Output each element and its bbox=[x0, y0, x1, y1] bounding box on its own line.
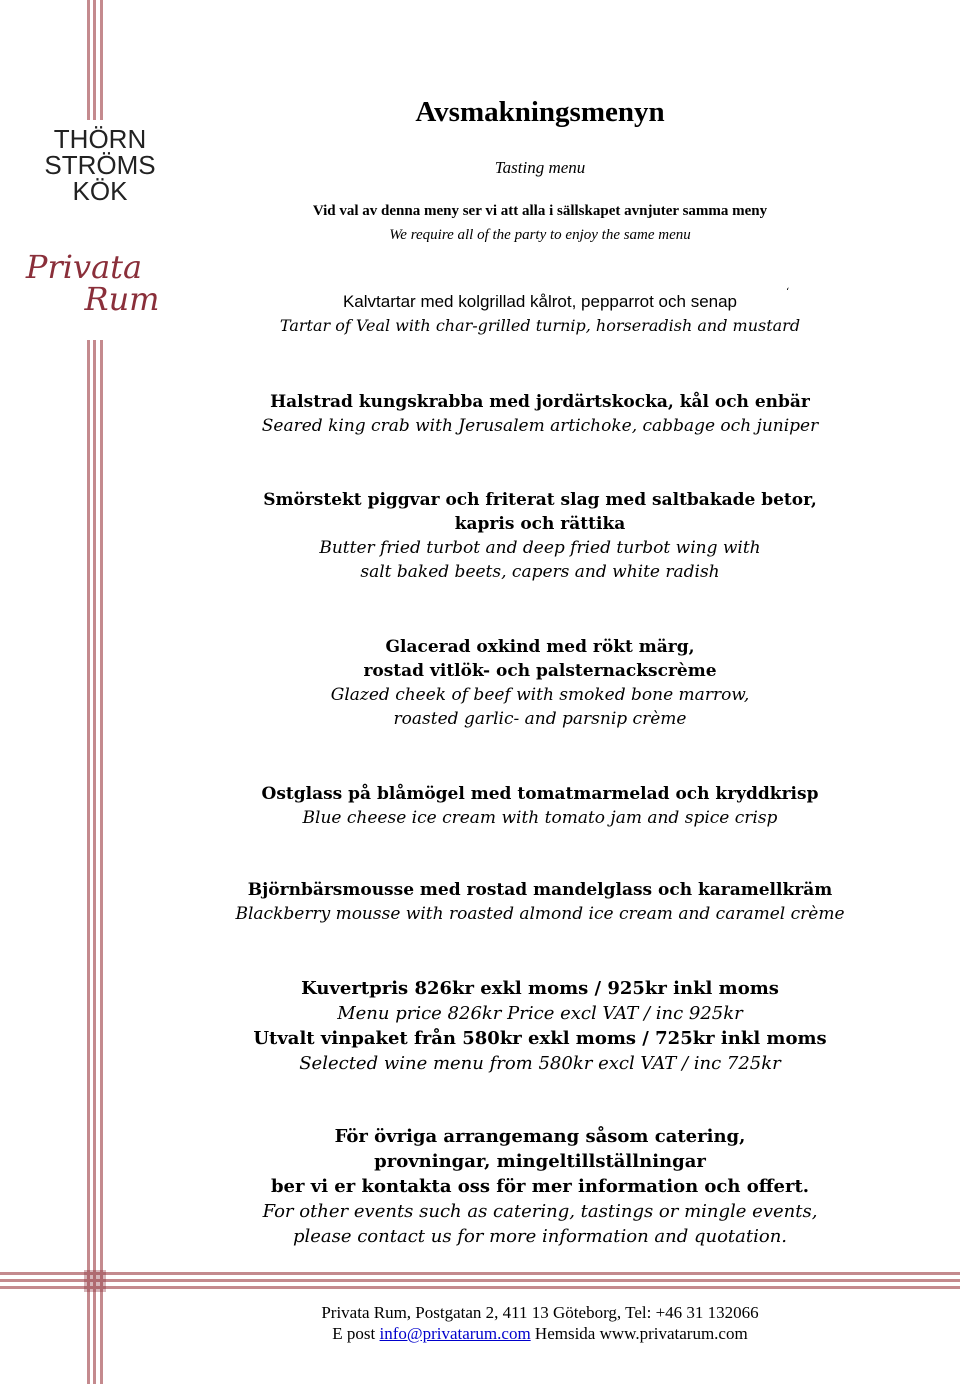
dish-1-sv: Kalvtartar med kolgrillad kålrot, pepparrot och senap bbox=[342, 292, 738, 311]
logo-line-3: KÖK bbox=[72, 176, 128, 206]
dish-4-en-1: Glazed cheek of beef with smoked bone marrow, bbox=[330, 685, 750, 705]
dish-3-en-1: Butter fried turbot and deep fried turbot wing with bbox=[319, 538, 761, 558]
dish-6-sv: Björnbärsmousse med rostad mandelglass och karamellkräm bbox=[247, 880, 833, 900]
price-sv-1: Kuvertpris 826kr exkl moms / 925kr inkl moms bbox=[301, 978, 779, 999]
dish-3 bbox=[170, 488, 910, 584]
dish-2 bbox=[170, 390, 910, 438]
dish-4-sv-2: rostad vitlök- och palsternackscrème bbox=[363, 661, 717, 681]
dish-4-en-2: roasted garlic- and parsnip crème bbox=[393, 709, 687, 729]
footer-address: Privata Rum, Postgatan 2, 411 13 Göteborg, Tel: +46 31 132066 bbox=[321, 1303, 759, 1322]
logo-line-1: THÖRN bbox=[53, 124, 147, 154]
logo-script-1: Privata bbox=[25, 248, 143, 286]
dish-1 bbox=[170, 290, 910, 338]
dish-3-sv-2: kapris och rättika bbox=[454, 514, 626, 534]
events-sv-3: ber vi er kontakta oss för mer information och offert. bbox=[270, 1176, 810, 1197]
events-sv-2: provningar, mingeltillställningar bbox=[374, 1151, 706, 1172]
logo-line-2: STRÖMS bbox=[44, 150, 156, 180]
superscript-mark: ‘ bbox=[786, 287, 790, 298]
events-info bbox=[170, 1124, 910, 1249]
dish-2-en: Seared king crab with Jerusalem artichoke, cabbage och juniper bbox=[261, 416, 819, 436]
dish-2-sv: Halstrad kungskrabba med jordärtskocka, kål och enbär bbox=[270, 392, 810, 412]
dish-3-en-2: salt baked beets, capers and white radish bbox=[360, 562, 720, 582]
price-en-1: Menu price 826kr Price excl VAT / inc 925kr bbox=[337, 1003, 743, 1024]
footer-contact bbox=[170, 1323, 910, 1344]
dish-3-sv-1: Smörstekt piggvar och friterat slag med saltbakade betor, bbox=[263, 490, 817, 510]
dish-5 bbox=[170, 782, 910, 830]
price-en-2: Selected wine menu from 580kr excl VAT / inc 725kr bbox=[299, 1053, 781, 1074]
web-label: Hemsida bbox=[534, 1324, 596, 1343]
dish-4 bbox=[170, 635, 910, 731]
page-subtitle: Tasting menu bbox=[494, 158, 586, 177]
events-sv-1: För övriga arrangemang såsom catering, bbox=[334, 1126, 746, 1147]
email-label: E post bbox=[332, 1324, 376, 1343]
dish-6 bbox=[170, 878, 910, 926]
thornstroms-kok-logo bbox=[22, 120, 182, 340]
horizontal-stripes bbox=[0, 1266, 960, 1306]
dish-5-sv: Ostglass på blåmögel med tomatmarmelad och kryddkrisp bbox=[261, 784, 819, 804]
page-title: Avsmakningsmenyn bbox=[415, 96, 665, 128]
events-en-1: For other events such as catering, tastings or mingle events, bbox=[262, 1201, 818, 1222]
web-address: www.privatarum.com bbox=[599, 1324, 748, 1343]
events-en-2: please contact us for more information and quotation. bbox=[292, 1226, 788, 1247]
dish-4-sv-1: Glacerad oxkind med rökt märg, bbox=[385, 637, 695, 657]
dish-5-en: Blue cheese ice cream with tomato jam and spice crisp bbox=[302, 808, 778, 828]
note-english: We require all of the party to enjoy the same menu bbox=[389, 227, 691, 243]
footer bbox=[170, 1302, 910, 1344]
dish-1-en: Tartar of Veal with char-grilled turnip, horseradish and mustard bbox=[279, 316, 801, 335]
price-sv-2: Utvalt vinpaket från 580kr exkl moms / 725kr inkl moms bbox=[253, 1028, 827, 1049]
dish-6-en: Blackberry mousse with roasted almond ice cream and caramel crème bbox=[235, 904, 845, 924]
pricing bbox=[170, 976, 910, 1076]
logo-script-2: Rum bbox=[84, 280, 160, 318]
note-swedish: Vid val av denna meny ser vi att alla i sällskapet avnjuter samma meny bbox=[312, 203, 768, 219]
email-link[interactable]: info@privatarum.com bbox=[379, 1324, 531, 1343]
